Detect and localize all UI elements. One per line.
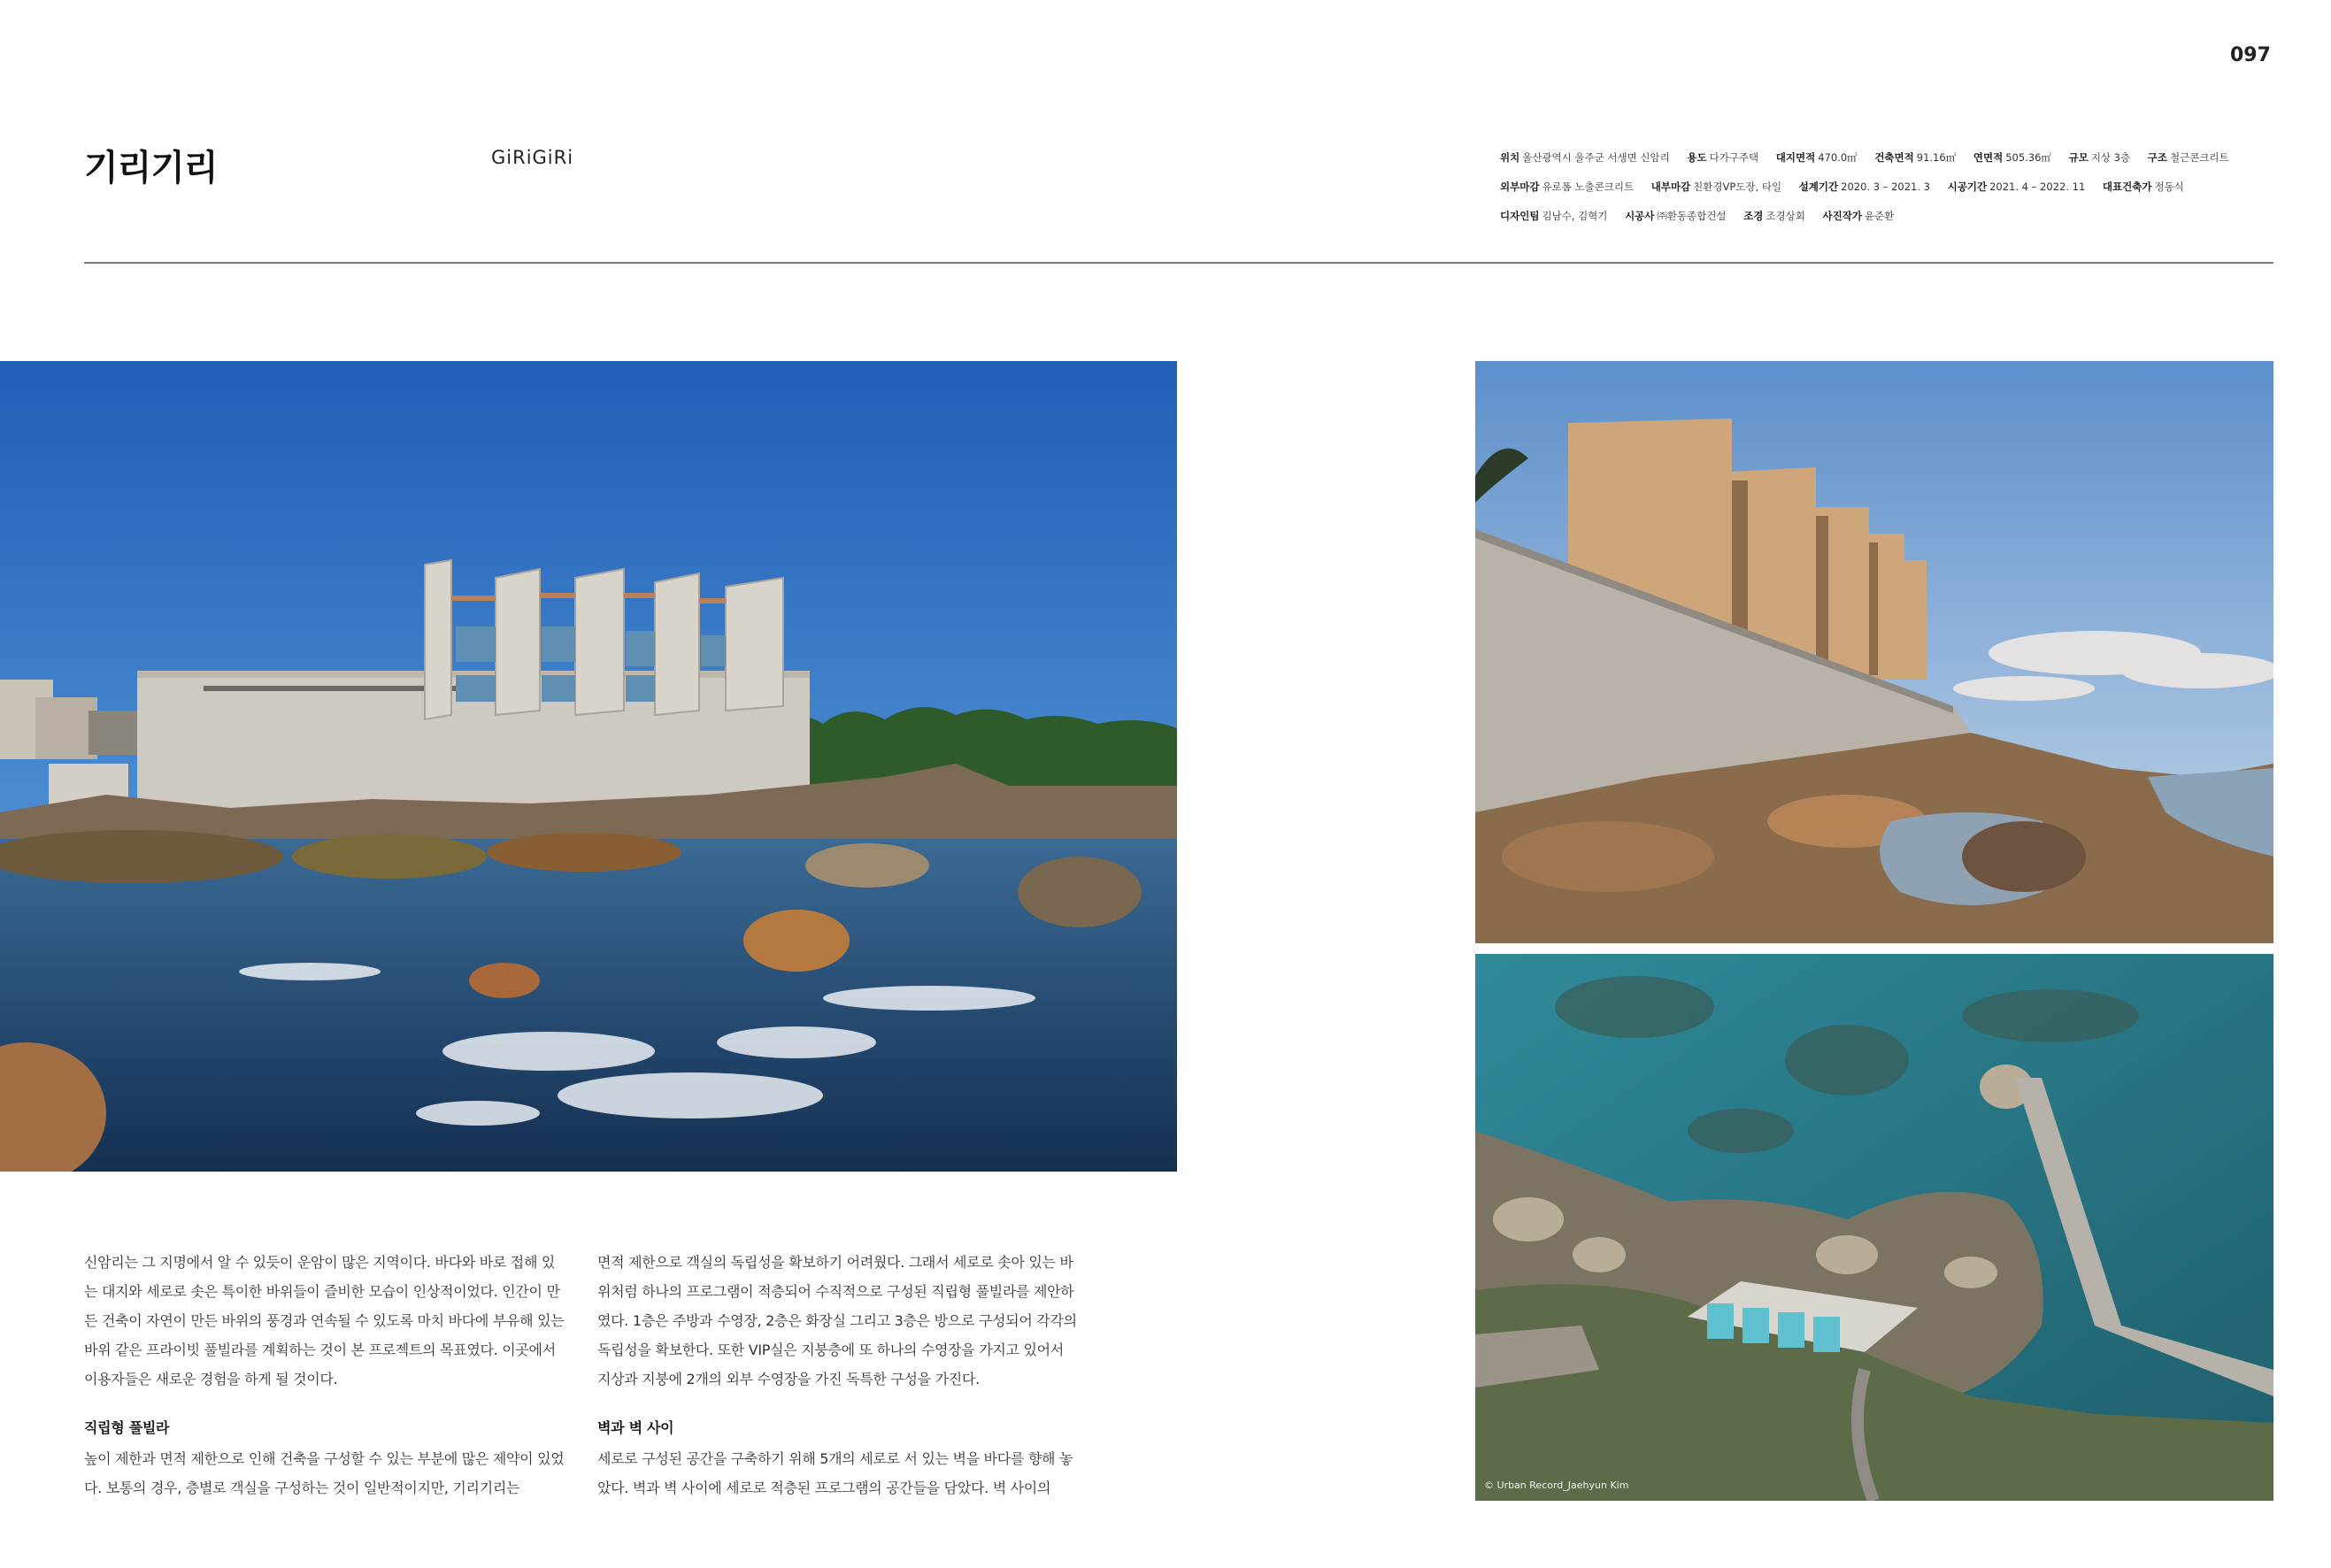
section-heading: 벽과 벽 사이 [597,1419,674,1436]
project-info-label: 용도 [1687,151,1707,164]
body-paragraph: 면적 제한으로 객실의 독립성을 확보하기 어려웠다. 그래서 세로로 솟아 있는 바위처럼 하나의 프로그램이 적층되어 수직적으로 구성된 직립형 풀빌라를 제안하였다. 1층은 주방과 수영장, 2층은 화장실 그리고 3층은 방으로 구성되어 각각의 독립성을 확보한다. 또한 VIP실은 지붕층에 또 하나의 수영장을 가지고 있어서 지상과 지붕에 2개의 외부 수영장을 가진 독특한 구성을 가진다. [597,1254,1077,1387]
project-info-entry [1651,181,1781,193]
project-info-value: 친환경VP도장, 타일 [1693,181,1782,193]
project-info-label: 내부마감 [1650,181,1691,193]
project-info-value: ㈜환동종합건설 [1657,210,1727,222]
project-info-label: 외부마감 [1500,181,1540,193]
project-info-entry [1500,210,1607,222]
project-info-entry [1687,151,1758,164]
project-info-entry [1500,181,1634,193]
project-info-value: 2021. 4 – 2022. 11 [1989,181,2086,193]
photo-credit: © Urban Record_Jaehyun Kim [1484,1480,1629,1491]
project-info-value: 정동식 [2154,181,2184,193]
project-info-value: 유로폼 노출콘크리트 [1542,181,1635,193]
project-info-value: 철근콘크리트 [2170,151,2229,164]
project-info-entry [1948,181,2086,193]
project-info-label: 위치 [1500,151,1520,164]
header-divider [84,262,2273,264]
project-info-value: 울산광역시 울주군 서생면 신암리 [1522,151,1670,164]
project-info-entry [1625,210,1726,222]
project-info-label: 시공기간 [1947,181,1988,193]
project-info-value: 470.0㎡ [1818,151,1858,164]
text-column-left [84,1248,566,1503]
project-info-entry [2148,151,2229,164]
section-paragraph: 높이 제한과 면적 제한으로 인해 건축을 구성할 수 있는 부분에 많은 제약이 있었다. 보통의 경우, 층별로 객실을 구성하는 것이 일반적이지만, 기리기리는 [84,1450,565,1496]
project-info-label: 연면적 [1973,151,2004,164]
project-info-label: 건축면적 [1874,151,1914,164]
page-number: 097 [2230,44,2271,66]
project-info-label: 대표건축가 [2102,181,2152,193]
section-paragraph: 세로로 구성된 공간을 구축하기 위해 5개의 세로로 서 있는 벽을 바다를 향해 놓았다. 벽과 벽 사이에 세로로 적층된 프로그램의 공간들을 담았다. 벽 사이의 [597,1450,1073,1496]
project-info-label: 규모 [2068,151,2089,164]
project-info-entry [1823,210,1895,222]
project-info-label: 디자인팀 [1500,210,1540,222]
project-info-value: 지상 3층 [2090,151,2131,164]
project-info-value: 김남수, 김혁기 [1542,210,1608,222]
project-info-entry [1743,210,1805,222]
project-info-entry [1874,151,1956,164]
aerial-photo [1475,954,2273,1501]
project-info-value: 조경상회 [1766,210,1805,222]
section-heading: 직립형 풀빌라 [84,1419,170,1436]
text-column-right [597,1248,1080,1503]
main-photo [0,361,1177,1172]
project-info-label: 대지면적 [1775,151,1816,164]
project-info-value: 505.36㎡ [2005,151,2051,164]
project-info-label: 조경 [1743,210,1764,222]
project-info-entry [1799,181,1930,193]
dusk-photo [1475,361,2273,943]
intro-paragraph: 신암리는 그 지명에서 알 수 있듯이 운암이 많은 지역이다. 바다와 바로 접해 있는 대지와 세로로 솟은 특이한 바위들이 즐비한 모습이 인상적이었다. 인간이 만든 건축이 자연이 만든 바위의 풍경과 연속될 수 있도록 마치 바다에 부유해 있는 바위 같은 프라이빗 풀빌라를 계획하는 것이 본 프로젝트의 목표였다. 이곳에서 이용자들은 새로운 경험을 하게 될 것이다. [84,1254,565,1387]
project-info-entry [1776,151,1858,164]
page-subtitle: GiRiGiRi [491,147,574,168]
project-info-label: 시공사 [1625,210,1655,222]
project-info-entry [1973,151,2051,164]
project-info-value: 다가구주택 [1709,151,1759,164]
project-info-entry [2103,181,2184,193]
project-info-label: 사진작가 [1822,210,1862,222]
project-info-label: 설계기간 [1798,181,1839,193]
project-info-entry [2069,151,2131,164]
page-title: 기리기리 [84,148,218,188]
project-info-entry [1500,151,1670,164]
project-info-value: 윤준환 [1864,210,1895,222]
project-info [1500,143,2283,231]
project-info-value: 91.16㎡ [1916,151,1957,164]
project-info-label: 구조 [2147,151,2167,164]
project-info-value: 2020. 3 – 2021. 3 [1841,181,1930,193]
